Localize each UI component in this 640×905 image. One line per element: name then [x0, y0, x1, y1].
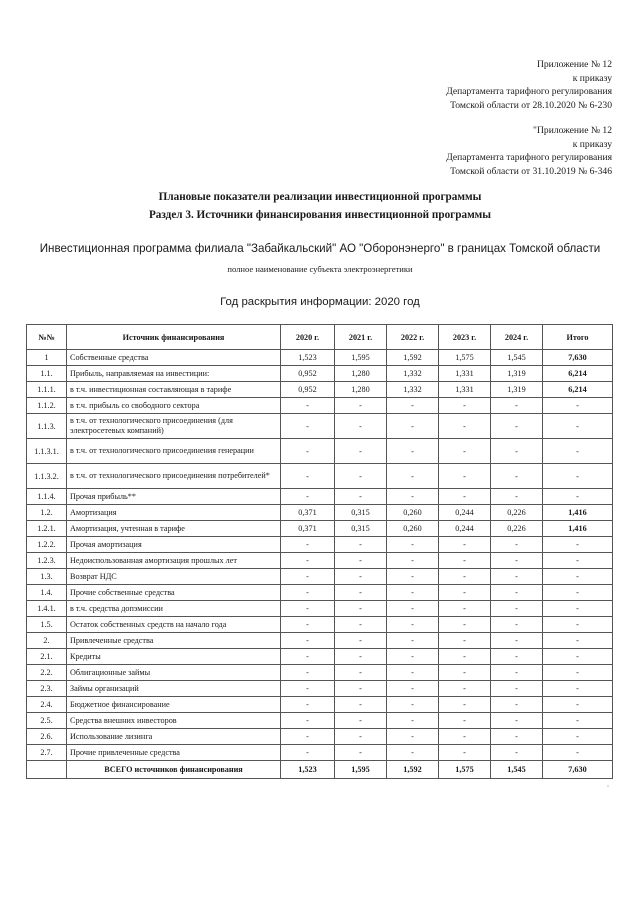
col-header-total: Итого: [543, 325, 613, 350]
table-row: [27, 521, 613, 537]
table-row: [27, 585, 613, 601]
row-value: -: [387, 585, 439, 601]
row-value: -: [387, 697, 439, 713]
table-row: [27, 569, 613, 585]
row-code: 2.5.: [27, 713, 67, 729]
header-line: Департамента тарифного регулирования: [446, 152, 612, 164]
row-value: -: [439, 553, 491, 569]
row-value: 1,545: [491, 350, 543, 366]
table-row: [27, 553, 613, 569]
row-value: -: [491, 697, 543, 713]
row-code: 1.2.: [27, 505, 67, 521]
header-line: Приложение № 12: [536, 59, 612, 70]
row-value: -: [439, 439, 491, 464]
row-value: -: [387, 464, 439, 489]
row-value: -: [335, 681, 387, 697]
row-value: -: [281, 489, 335, 505]
row-value: -: [281, 665, 335, 681]
row-value: -: [281, 697, 335, 713]
row-value: -: [281, 585, 335, 601]
row-value: -: [491, 537, 543, 553]
row-value: -: [491, 553, 543, 569]
row-value: -: [387, 569, 439, 585]
row-value: -: [439, 745, 491, 761]
row-value: -: [491, 398, 543, 414]
row-value: -: [335, 745, 387, 761]
row-value: 0,952: [281, 382, 335, 398]
total-row-value: 1,575: [439, 761, 491, 779]
row-value: -: [335, 633, 387, 649]
table-row: [27, 439, 613, 464]
header-line: к приказу: [572, 72, 612, 84]
row-total: -: [543, 439, 613, 464]
row-value: -: [439, 464, 491, 489]
row-total: -: [543, 553, 613, 569]
row-value: -: [387, 398, 439, 414]
row-value: -: [491, 681, 543, 697]
row-value: -: [335, 569, 387, 585]
row-value: 1,592: [387, 350, 439, 366]
row-value: -: [491, 489, 543, 505]
row-value: 0,260: [387, 521, 439, 537]
row-value: -: [335, 439, 387, 464]
row-value: -: [491, 729, 543, 745]
row-value: 0,315: [335, 521, 387, 537]
row-source-name: Прочие привлеченные средства: [67, 745, 281, 761]
row-code: 1.1.3.2.: [27, 464, 67, 489]
order-header-previous: [446, 124, 612, 178]
row-total: -: [543, 697, 613, 713]
table-row: [27, 350, 613, 366]
row-source-name: Облигационные займы: [67, 665, 281, 681]
row-source-name: Прибыль, направляемая на инвестиции:: [67, 366, 281, 382]
row-value: -: [491, 569, 543, 585]
row-source-name: в т.ч. прибыль со свободного сектора: [67, 398, 281, 414]
row-code: 2.7.: [27, 745, 67, 761]
row-value: -: [439, 713, 491, 729]
row-value: -: [335, 489, 387, 505]
row-value: 0,226: [491, 505, 543, 521]
row-code: 1.2.2.: [27, 537, 67, 553]
row-value: 1,575: [439, 350, 491, 366]
row-source-name: в т.ч. от технологического присоединения генерации: [67, 439, 281, 464]
row-value: -: [439, 665, 491, 681]
total-row-label: ВСЕГО источников финансирования: [67, 761, 281, 779]
table-row: [27, 464, 613, 489]
row-value: -: [387, 537, 439, 553]
table-row: [27, 713, 613, 729]
row-code: 2.2.: [27, 665, 67, 681]
row-value: -: [281, 398, 335, 414]
row-value: -: [439, 649, 491, 665]
row-value: 1,332: [387, 382, 439, 398]
table-row: [27, 649, 613, 665]
row-value: -: [281, 569, 335, 585]
row-total: -: [543, 681, 613, 697]
table-row: [27, 729, 613, 745]
row-value: -: [387, 649, 439, 665]
row-value: -: [387, 713, 439, 729]
row-source-name: Займы организаций: [67, 681, 281, 697]
table-row: [27, 489, 613, 505]
row-value: -: [491, 601, 543, 617]
row-code: 1.1.3.: [27, 414, 67, 439]
row-value: -: [491, 585, 543, 601]
row-value: -: [335, 601, 387, 617]
row-code: 2.: [27, 633, 67, 649]
row-value: -: [281, 439, 335, 464]
table-total-row: [27, 761, 613, 779]
row-value: -: [439, 537, 491, 553]
row-code: 1.1.3.1.: [27, 439, 67, 464]
row-value: -: [335, 617, 387, 633]
row-value: 1,595: [335, 350, 387, 366]
row-value: -: [439, 633, 491, 649]
table-header-row: [27, 325, 613, 350]
row-value: -: [335, 553, 387, 569]
row-value: -: [387, 745, 439, 761]
row-value: -: [281, 617, 335, 633]
row-code: 1.4.1.: [27, 601, 67, 617]
row-source-name: Привлеченные средства: [67, 633, 281, 649]
total-row-value: 1,592: [387, 761, 439, 779]
row-total: -: [543, 729, 613, 745]
header-line: к приказу: [572, 138, 612, 150]
total-row-value: 1,545: [491, 761, 543, 779]
row-value: 1,319: [491, 366, 543, 382]
row-value: -: [387, 553, 439, 569]
row-source-name: Амортизация: [67, 505, 281, 521]
row-value: -: [387, 489, 439, 505]
table-row: [27, 697, 613, 713]
row-value: -: [439, 398, 491, 414]
row-value: -: [387, 681, 439, 697]
row-total: -: [543, 489, 613, 505]
row-value: -: [335, 414, 387, 439]
row-value: -: [439, 697, 491, 713]
row-value: 0,244: [439, 505, 491, 521]
row-value: 0,371: [281, 521, 335, 537]
row-total: -: [543, 398, 613, 414]
row-value: -: [387, 633, 439, 649]
disclosure-year: Год раскрытия информации: 2020 год: [220, 296, 420, 308]
table-row: [27, 617, 613, 633]
row-value: -: [491, 649, 543, 665]
table-row: [27, 601, 613, 617]
row-value: -: [387, 601, 439, 617]
row-code: 1.4.: [27, 585, 67, 601]
row-code: 2.3.: [27, 681, 67, 697]
header-line: Департамента тарифного регулирования: [446, 86, 612, 98]
table-row: [27, 505, 613, 521]
row-value: -: [281, 414, 335, 439]
row-total: -: [543, 569, 613, 585]
row-total: -: [543, 464, 613, 489]
table-row: [27, 745, 613, 761]
row-total: -: [543, 633, 613, 649]
row-value: 0,952: [281, 366, 335, 382]
row-value: -: [387, 617, 439, 633]
row-value: -: [281, 729, 335, 745]
row-value: -: [335, 464, 387, 489]
row-code: 1.1.4.: [27, 489, 67, 505]
row-total: -: [543, 585, 613, 601]
row-total: -: [543, 713, 613, 729]
row-total: 6,214: [543, 382, 613, 398]
header-line: Томской области от 31.10.2019 № 6-346: [450, 165, 612, 177]
row-value: -: [281, 553, 335, 569]
row-value: -: [281, 633, 335, 649]
row-value: -: [335, 697, 387, 713]
row-value: -: [335, 585, 387, 601]
row-code: 2.4.: [27, 697, 67, 713]
row-source-name: Использование лизинга: [67, 729, 281, 745]
row-value: -: [335, 665, 387, 681]
row-value: -: [281, 745, 335, 761]
row-value: -: [491, 439, 543, 464]
row-value: 0,371: [281, 505, 335, 521]
row-value: -: [281, 464, 335, 489]
total-row-code: [27, 761, 67, 779]
row-total: -: [543, 745, 613, 761]
row-total: 1,416: [543, 521, 613, 537]
row-total: -: [543, 665, 613, 681]
row-value: -: [387, 665, 439, 681]
header-line: Томской области от 28.10.2020 № 6-230: [450, 99, 612, 111]
footer-mark: ": [607, 786, 610, 791]
table-row: [27, 537, 613, 553]
row-source-name: в т.ч. от технологического присоединения потребителей*: [67, 464, 281, 489]
row-code: 1.1.1.: [27, 382, 67, 398]
row-value: -: [387, 729, 439, 745]
row-total: -: [543, 537, 613, 553]
row-source-name: в т.ч. средства допэмиссии: [67, 601, 281, 617]
row-value: -: [439, 569, 491, 585]
row-code: 2.1.: [27, 649, 67, 665]
row-code: 1.1.: [27, 366, 67, 382]
col-header-2022: 2022 г.: [387, 325, 439, 350]
row-code: 1.1.2.: [27, 398, 67, 414]
row-value: 1,332: [387, 366, 439, 382]
row-source-name: Недоиспользованная амортизация прошлых лет: [67, 553, 281, 569]
financing-sources-table: [26, 324, 613, 779]
row-value: -: [439, 601, 491, 617]
row-source-name: Прочие собственные средства: [67, 585, 281, 601]
table-row: [27, 681, 613, 697]
row-value: 0,244: [439, 521, 491, 537]
row-value: -: [491, 617, 543, 633]
table-row: [27, 414, 613, 439]
total-row-value: 1,595: [335, 761, 387, 779]
row-source-name: Прочая прибыль**: [67, 489, 281, 505]
table-row: [27, 665, 613, 681]
program-subtitle: полное наименование субъекта электроэнергетики: [227, 264, 413, 274]
row-value: 0,226: [491, 521, 543, 537]
col-header-2024: 2024 г.: [491, 325, 543, 350]
row-total: -: [543, 617, 613, 633]
row-value: -: [281, 649, 335, 665]
row-value: 1,331: [439, 366, 491, 382]
row-total: -: [543, 601, 613, 617]
row-value: 1,319: [491, 382, 543, 398]
row-code: 1.2.3.: [27, 553, 67, 569]
row-value: 0,260: [387, 505, 439, 521]
section-title: Раздел 3. Источники финансирования инвестиционной программы: [148, 209, 492, 221]
row-value: 1,280: [335, 382, 387, 398]
program-name: Инвестиционная программа филиала "Забайкальский" АО "Оборонэнерго" в границах Томской области: [39, 242, 601, 255]
row-total: -: [543, 414, 613, 439]
row-value: -: [491, 713, 543, 729]
table-row: [27, 382, 613, 398]
row-source-name: Прочая амортизация: [67, 537, 281, 553]
row-total: 7,630: [543, 350, 613, 366]
row-value: -: [491, 633, 543, 649]
row-value: 1,331: [439, 382, 491, 398]
table-row: [27, 398, 613, 414]
table-row: [27, 633, 613, 649]
row-value: 1,523: [281, 350, 335, 366]
col-header-2020: 2020 г.: [281, 325, 335, 350]
row-value: -: [491, 464, 543, 489]
row-code: 1: [27, 350, 67, 366]
total-row-grand-total: 7,630: [543, 761, 613, 779]
row-total: 1,416: [543, 505, 613, 521]
row-source-name: Средства внешних инвесторов: [67, 713, 281, 729]
row-source-name: Кредиты: [67, 649, 281, 665]
row-value: -: [387, 439, 439, 464]
row-source-name: в т.ч. инвестиционная составляющая в тарифе: [67, 382, 281, 398]
row-value: -: [439, 729, 491, 745]
row-value: -: [439, 489, 491, 505]
total-row-value: 1,523: [281, 761, 335, 779]
header-line: "Приложение № 12: [533, 125, 612, 136]
row-value: -: [335, 649, 387, 665]
row-total: 6,214: [543, 366, 613, 382]
row-value: -: [281, 713, 335, 729]
row-source-name: Бюджетное финансирование: [67, 697, 281, 713]
row-value: -: [491, 414, 543, 439]
row-value: -: [335, 398, 387, 414]
row-total: -: [543, 649, 613, 665]
row-source-name: Возврат НДС: [67, 569, 281, 585]
table-row: [27, 366, 613, 382]
row-value: 1,280: [335, 366, 387, 382]
row-source-name: Собственные средства: [67, 350, 281, 366]
row-value: -: [281, 681, 335, 697]
row-value: -: [439, 414, 491, 439]
row-value: -: [281, 601, 335, 617]
row-code: 1.3.: [27, 569, 67, 585]
order-header-current: [446, 58, 612, 112]
col-header-2023: 2023 г.: [439, 325, 491, 350]
row-source-name: Амортизация, учтенная в тарифе: [67, 521, 281, 537]
col-header-2021: 2021 г.: [335, 325, 387, 350]
col-header-number: №№: [27, 325, 67, 350]
row-source-name: в т.ч. от технологического присоединения (для электросетевых компаний): [67, 414, 281, 439]
row-source-name: Остаток собственных средств на начало года: [67, 617, 281, 633]
row-code: 1.5.: [27, 617, 67, 633]
row-value: -: [335, 729, 387, 745]
row-value: -: [335, 537, 387, 553]
row-value: -: [335, 713, 387, 729]
row-value: -: [387, 414, 439, 439]
row-value: -: [439, 585, 491, 601]
row-value: -: [439, 617, 491, 633]
row-value: -: [491, 745, 543, 761]
row-value: 0,315: [335, 505, 387, 521]
col-header-source: Источник финансирования: [67, 325, 281, 350]
row-value: -: [491, 665, 543, 681]
page-title: Плановые показатели реализации инвестиционной программы: [158, 191, 482, 203]
row-value: -: [439, 681, 491, 697]
row-value: -: [281, 537, 335, 553]
row-code: 1.2.1.: [27, 521, 67, 537]
row-code: 2.6.: [27, 729, 67, 745]
